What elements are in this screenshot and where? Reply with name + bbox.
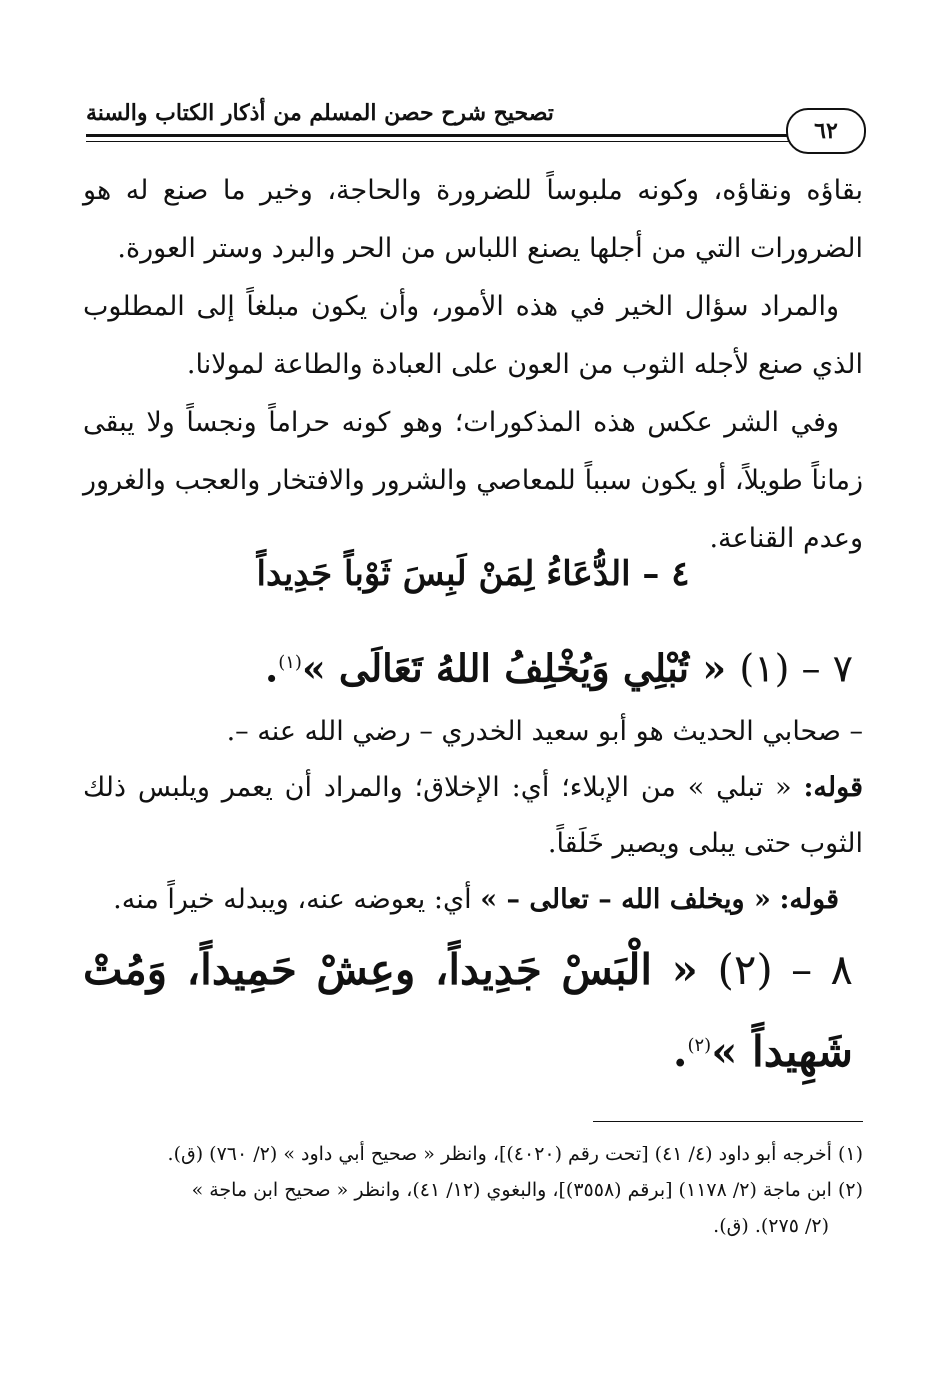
hadith-8 bbox=[83, 932, 853, 1090]
footnote-ref: (٢) bbox=[687, 1035, 712, 1056]
commentary-text: أي: يعوضه عنه، ويبدله خيراً منه. bbox=[113, 884, 472, 915]
hadith-end: . bbox=[672, 1027, 688, 1076]
body-text bbox=[83, 162, 863, 568]
footnote-2-continued: (٢/ ٢٧٥). (ق). bbox=[713, 1215, 829, 1237]
paragraph: وفي الشر عكس هذه المذكورات؛ وهو كونه حراماً ونجساً ولا يبقى زماناً طويلاً، أو يكون سبباً للمعاصي والشرور والافتخار والعجب والغرور وعدم القناعة. bbox=[83, 407, 863, 554]
paragraph: بقاؤه ونقاؤه، وكونه ملبوساً للضرورة والحاجة، وخير ما صنع له هو الضرورات التي من أجلها يصنع اللباس من الحر والبرد وستر العورة. bbox=[83, 175, 863, 264]
commentary-text: « تبلي » من الإبلاء؛ أي: الإخلاق؛ والمراد أن يعمر ويلبس ذلك الثوب حتى يبلى ويصير خَلَقاً. bbox=[83, 772, 863, 859]
footnote-1: (١) أخرجه أبو داود (٤/ ٤١) [تحت رقم (٤٠٢٠)]، وانظر « صحيح أبي داود » (٢/ ٧٦٠) (ق). bbox=[167, 1143, 863, 1165]
hadith-number: ٧ – (١) bbox=[739, 646, 853, 691]
quoted-phrase: « ويخلف الله – تعالى – » bbox=[480, 884, 771, 915]
footnote-ref: (١) bbox=[278, 652, 302, 673]
hadith-end: . bbox=[264, 645, 279, 691]
hadith-number: ٨ – (٢) bbox=[717, 945, 853, 994]
running-title: تصحيح شرح حصن المسلم من أذكار الكتاب والسنة bbox=[86, 100, 554, 126]
hadith-text: « تُبْلِي وَيُخْلِفُ اللهُ تَعَالَى » bbox=[301, 645, 727, 691]
hadith-text: « الْبَسْ جَدِيداً، وعِشْ حَمِيداً، وَمُتْ شَهِيداً » bbox=[83, 945, 853, 1076]
companion-line: – صحابي الحديث هو أبو سعيد الخدري – رضي الله عنه –. bbox=[226, 716, 863, 747]
footnote-2: (٢) ابن ماجة (٢/ ١١٧٨) [برقم (٣٥٥٨)]، والبغوي (١٢/ ٤١)، وانظر « صحيح ابن ماجة » bbox=[191, 1179, 863, 1201]
page-header bbox=[86, 96, 866, 156]
header-rule bbox=[86, 134, 806, 137]
qawluhu-label: قوله: bbox=[779, 884, 839, 915]
section-heading: ٤ – الدُّعَاءُ لِمَنْ لَبِسَ ثَوْباً جَدِيداً bbox=[256, 554, 690, 594]
hadith-7 bbox=[83, 628, 853, 704]
header-rule-thin bbox=[86, 141, 806, 142]
commentary-q2 bbox=[83, 872, 863, 928]
footnote-separator bbox=[593, 1121, 863, 1122]
page-number: ٦٢ bbox=[786, 108, 866, 154]
paragraph: والمراد سؤال الخير في هذه الأمور، وأن يكون مبلغاً إلى المطلوب الذي صنع لأجله الثوب من العون على العبادة والطاعة لمولانا. bbox=[83, 291, 863, 380]
commentary-q1 bbox=[83, 760, 863, 872]
footnotes bbox=[83, 1136, 863, 1244]
commentary bbox=[83, 704, 863, 928]
qawluhu-label: قوله: bbox=[803, 772, 863, 803]
